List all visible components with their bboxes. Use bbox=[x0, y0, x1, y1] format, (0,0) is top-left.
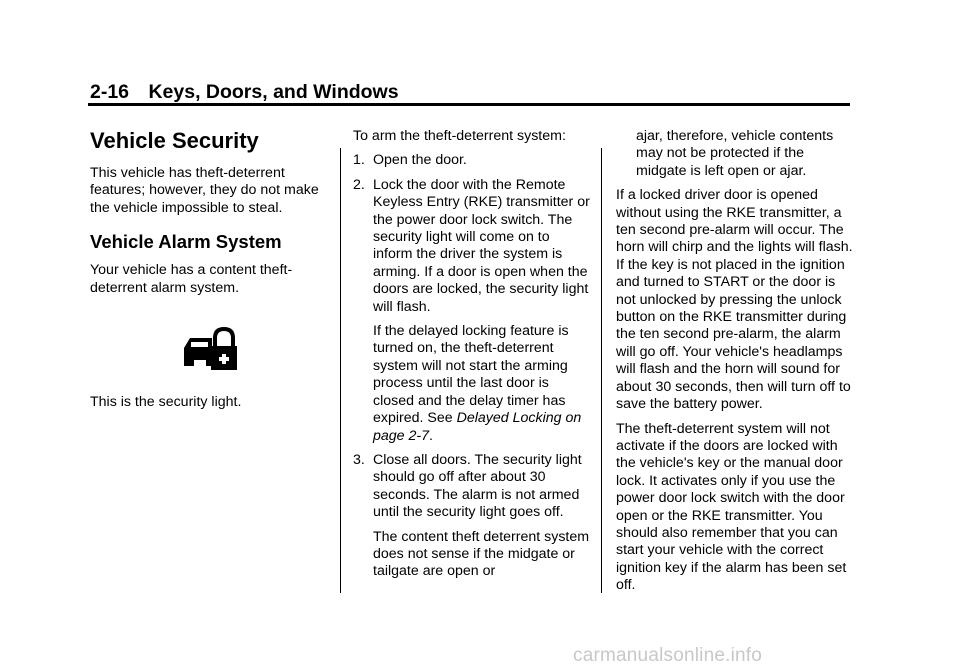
alarm-system-heading: Vehicle Alarm System bbox=[90, 231, 282, 253]
arm-intro: To arm the theft-deterrent system: bbox=[353, 128, 566, 144]
step-1-text: Open the door. bbox=[373, 152, 467, 169]
column-divider-1 bbox=[340, 148, 341, 593]
step-3-number: 3. bbox=[353, 451, 365, 468]
security-intro: This vehicle has theft-deterrent features; however, they do not make the vehicle impossible to steal. bbox=[90, 165, 319, 216]
alarm-system-text: Your vehicle has a content theft-deterrent alarm system. bbox=[90, 262, 293, 296]
step-2-number: 2. bbox=[353, 176, 365, 193]
step-3 bbox=[353, 452, 591, 522]
column-2 bbox=[353, 128, 591, 588]
step-2 bbox=[353, 177, 591, 316]
page-number: 2-16 bbox=[90, 81, 130, 103]
step-1-number: 1. bbox=[353, 152, 365, 169]
step-2-note-end: . bbox=[429, 427, 433, 444]
column-divider-2 bbox=[601, 148, 602, 593]
vehicle-security-heading: Vehicle Security bbox=[90, 128, 259, 153]
step-2-note bbox=[353, 323, 591, 445]
column-1 bbox=[90, 128, 330, 418]
step-1 bbox=[353, 152, 591, 169]
step-2-note-text: If the delayed locking feature is turned on, the theft-deterrent system will not start the arming process until the last door is closed and the delay timer has expired. See bbox=[373, 323, 569, 427]
delayed-locking-link[interactable]: Delayed Locking on page 2-7 bbox=[373, 410, 582, 444]
step-3-note: The content theft deterrent system does not sense if the midgate or tailgate are open or bbox=[373, 528, 590, 580]
security-light-figure bbox=[90, 304, 330, 392]
step-2-text: Lock the door with the Remote Keyless Entry (RKE) transmitter or the power door lock switch. The security light will come on to inform the driver the system is arming. If a door is open when the doors are locked, the security light will flash. bbox=[373, 176, 590, 315]
section-title: Keys, Doors, and Windows bbox=[148, 81, 399, 103]
step-3-note-continued: ajar, therefore, vehicle contents may not be protected if the midgate is left open or ajar. bbox=[636, 128, 834, 179]
vehicle-padlock-icon bbox=[182, 326, 238, 372]
header-rule bbox=[88, 103, 850, 106]
step-3-text: Close all doors. The security light should go off after about 30 seconds. The alarm is not armed until the security light goes off. bbox=[373, 451, 582, 521]
column-3 bbox=[616, 128, 856, 602]
watermark: carmanualsonline.info bbox=[573, 645, 763, 666]
pre-alarm-paragraph: If a locked driver door is opened without using the RKE transmitter, a ten second pre-alarm will occur. The horn will chirp and the lights will flash. If the key is not placed in the ignition and turned to START or the door is not unlocked by pressing the unlock button on the RKE transmitter during the ten second pre-alarm, the alarm will go off. Your vehicle's headlamps will flash and the horn will sound for about 30 seconds, then will turn off to save the battery power. bbox=[616, 187, 853, 413]
page-header bbox=[90, 81, 399, 104]
security-light-caption: This is the security light. bbox=[90, 394, 242, 411]
activation-paragraph: The theft-deterrent system will not activate if the doors are locked with the vehicle's key or the manual door lock. It activates only if you use the power door lock switch with the door open or the RKE transmitter. You should also remember that you can start your vehicle with the correct ignition key if the alarm has been set off. bbox=[616, 420, 847, 594]
